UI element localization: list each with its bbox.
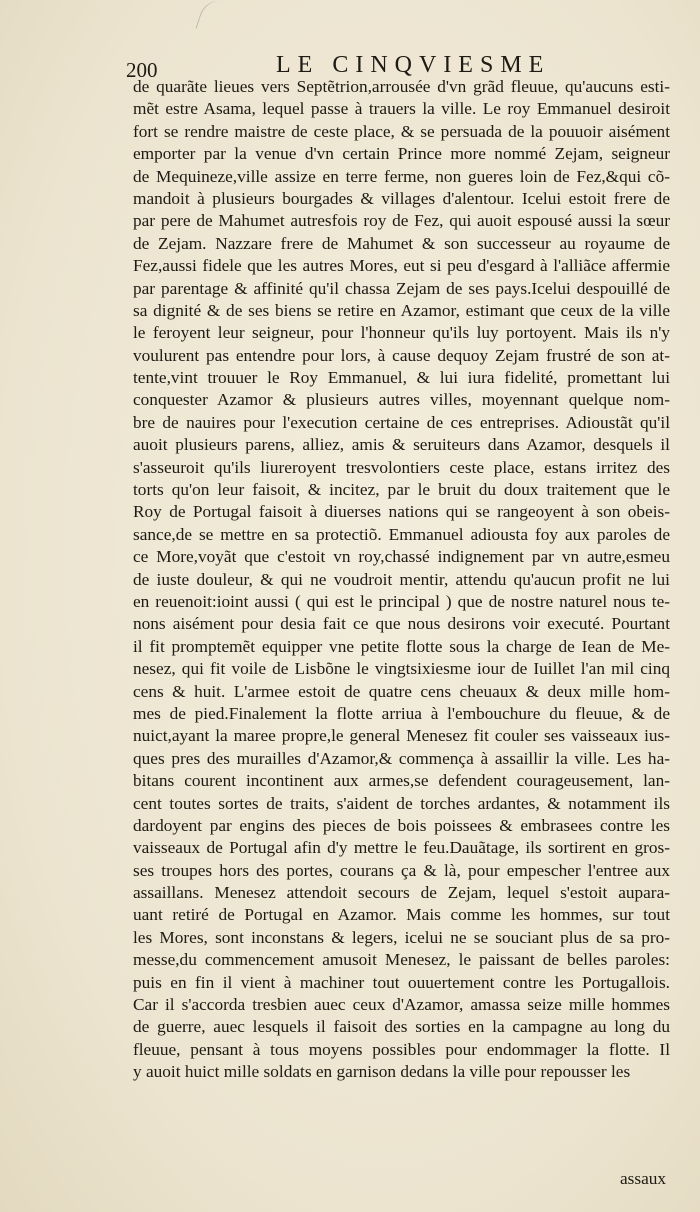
text-line: fleuue, pensant à tous moyens possibles pour endommager la flotte. Il: [133, 1039, 670, 1059]
text-line: mandoit à plusieurs bourgades & villages d'alentour. Icelui estoit frere de: [133, 188, 670, 208]
text-line: sance,de se mettre en sa protectiõ. Emmanuel adiousta foy aux paroles de: [133, 524, 670, 544]
text-line: en reuenoit:ioint aussi ( qui est le principal ) que de nostre naturel nous te-: [133, 591, 670, 611]
text-line: uant retiré de Portugal en Azamor. Mais comme les hommes, sur tout: [133, 905, 670, 925]
text-line: nesez, qui fit voile de Lisbõne le vingtsixiesme iour de Iuillet l'an mil cinq: [133, 659, 670, 679]
text-line: sa dignité & de ses biens se retire en Azamor, estimant que ceux de la ville: [133, 300, 670, 320]
text-line: torts qu'on leur faisoit, & incitez, par le bruit du doux traitement que le: [133, 480, 670, 500]
text-line: Fez,aussi fidele que les autres Mores, eut si peu d'esgard à l'alliãce affermie: [133, 256, 670, 276]
text-line: de iuste douleur, & qui ne voudroit mentir, attendu qu'aucun profit ne lui: [133, 569, 670, 589]
ink-mark: [196, 0, 236, 38]
text-line: cens & huit. L'armee estoit de quatre cens cheuaux & deux mille hom-: [133, 681, 670, 701]
folio-number: 200: [126, 58, 158, 82]
text-line: conquester Azamor & plusieurs autres villes, moyennant quelque nom-: [133, 390, 670, 410]
running-title: LE CINQVIESME: [276, 52, 551, 78]
text-line: nuict,ayant la maree propre,le general Menesez fit couler ses vaisseaux ius-: [133, 726, 670, 746]
catchword: assaux: [620, 1169, 667, 1188]
text-line: bre de nauires pour l'execution certaine de ces entreprises. Adioustãt qu'il: [133, 412, 670, 432]
text-line: par pere de Mahumet autresfois roy de Fez, qui auoit espousé aussi la sœur: [133, 211, 670, 231]
text-line: s'asseuroit qu'ils liureroyent tresvolontiers ceste place, estans irritez des: [133, 457, 670, 477]
text-line: vaisseaux de Portugal afin d'y mettre le feu.Dauãtage, ils sortirent en gros-: [133, 838, 670, 858]
text-line: ques pres des murailles d'Azamor,& commença à assaillir la ville. Les ha-: [133, 748, 670, 768]
text-line: voulurent pas entendre pour lors, à cause dequoy Zejam frustré de son at-: [133, 345, 670, 365]
text-line: les Mores, sont inconstans & legers, icelui ne se souciant plus de sa pro-: [133, 927, 670, 947]
text-line: de Zejam. Nazzare frere de Mahumet & son successeur au royaume de: [133, 233, 670, 253]
text-line: assaillans. Menesez attendoit secours de Zejam, lequel s'estoit aupara-: [133, 883, 670, 903]
text-line: nons aisément pour desia fait ce que nous desirons voir executé. Pourtant: [133, 614, 670, 634]
text-line: dardoyent par engins des pieces de bois poissees & embrasees contre les: [133, 815, 670, 835]
text-line: tente,vint trouuer le Roy Emmanuel, & lui iura fidelité, promettant lui: [133, 368, 670, 388]
text-line: par parentage & affinité qu'il chassa Zejam de ses pays.Icelui despouillé de: [133, 278, 670, 298]
body-text: [133, 76, 670, 1084]
text-line: cent toutes sortes de traits, s'aident de torches ardantes, & notamment ils: [133, 793, 670, 813]
text-line: puis en fin il vient à machiner tout ouuertement contre les Portugallois.: [133, 972, 670, 992]
text-line: auoit plusieurs parens, alliez, amis & seruiteurs dans Azamor, desquels il: [133, 435, 670, 455]
text-line: messe,du commencement amusoit Menesez, le paissant de belles paroles:: [133, 950, 670, 970]
text-line: fort se rendre maistre de ceste place, & se persuada de la pouuoir aisément: [133, 121, 670, 141]
text-line: de guerre, auec lesquels il faisoit des sorties en la campagne au long du: [133, 1017, 670, 1037]
text-line: Roy de Portugal faisoit à diuerses nations qui se rangeoyent à son obeis-: [133, 502, 670, 522]
text-line: y auoit huict mille soldats en garnison dedans la ville pour repousser les: [133, 1062, 631, 1082]
text-line: le feroyent leur seigneur, pour l'honneur qu'ils luy portoyent. Mais ils n'y: [133, 323, 670, 343]
text-line: ses troupes hors des portes, courans ça & là, pour empescher l'entree aux: [133, 860, 670, 880]
text-line: mes de pied.Finalement la flotte arriua à l'embouchure du fleuue, & de: [133, 703, 670, 723]
text-line: de quarãte lieues vers Septẽtrion,arrousée d'vn grãd fleuue, qu'aucuns esti-: [133, 77, 670, 96]
text-line: emporter par la venue d'vn certain Prince more nommé Zejam, seigneur: [133, 144, 670, 164]
text-line: Car il s'accorda tresbien auec ceux d'Azamor, amassa seize mille hommes: [133, 995, 670, 1015]
text-line: ce More,voyãt que c'estoit vn roy,chassé indignement par vn autre,esmeu: [133, 547, 670, 567]
text-line: bitans courent incontinent aux armes,se defendent courageusement, lan-: [133, 771, 670, 791]
text-line: il fit promptemẽt equipper vne petite flotte sous la charge de Iean de Me-: [133, 636, 670, 656]
text-line: de Mequineze,ville assize en terre ferme, non gueres loin de Fez,&qui cõ-: [133, 166, 670, 186]
text-line: mẽt estre Asama, lequel passe à trauers la ville. Le roy Emmanuel desiroit: [133, 99, 670, 119]
